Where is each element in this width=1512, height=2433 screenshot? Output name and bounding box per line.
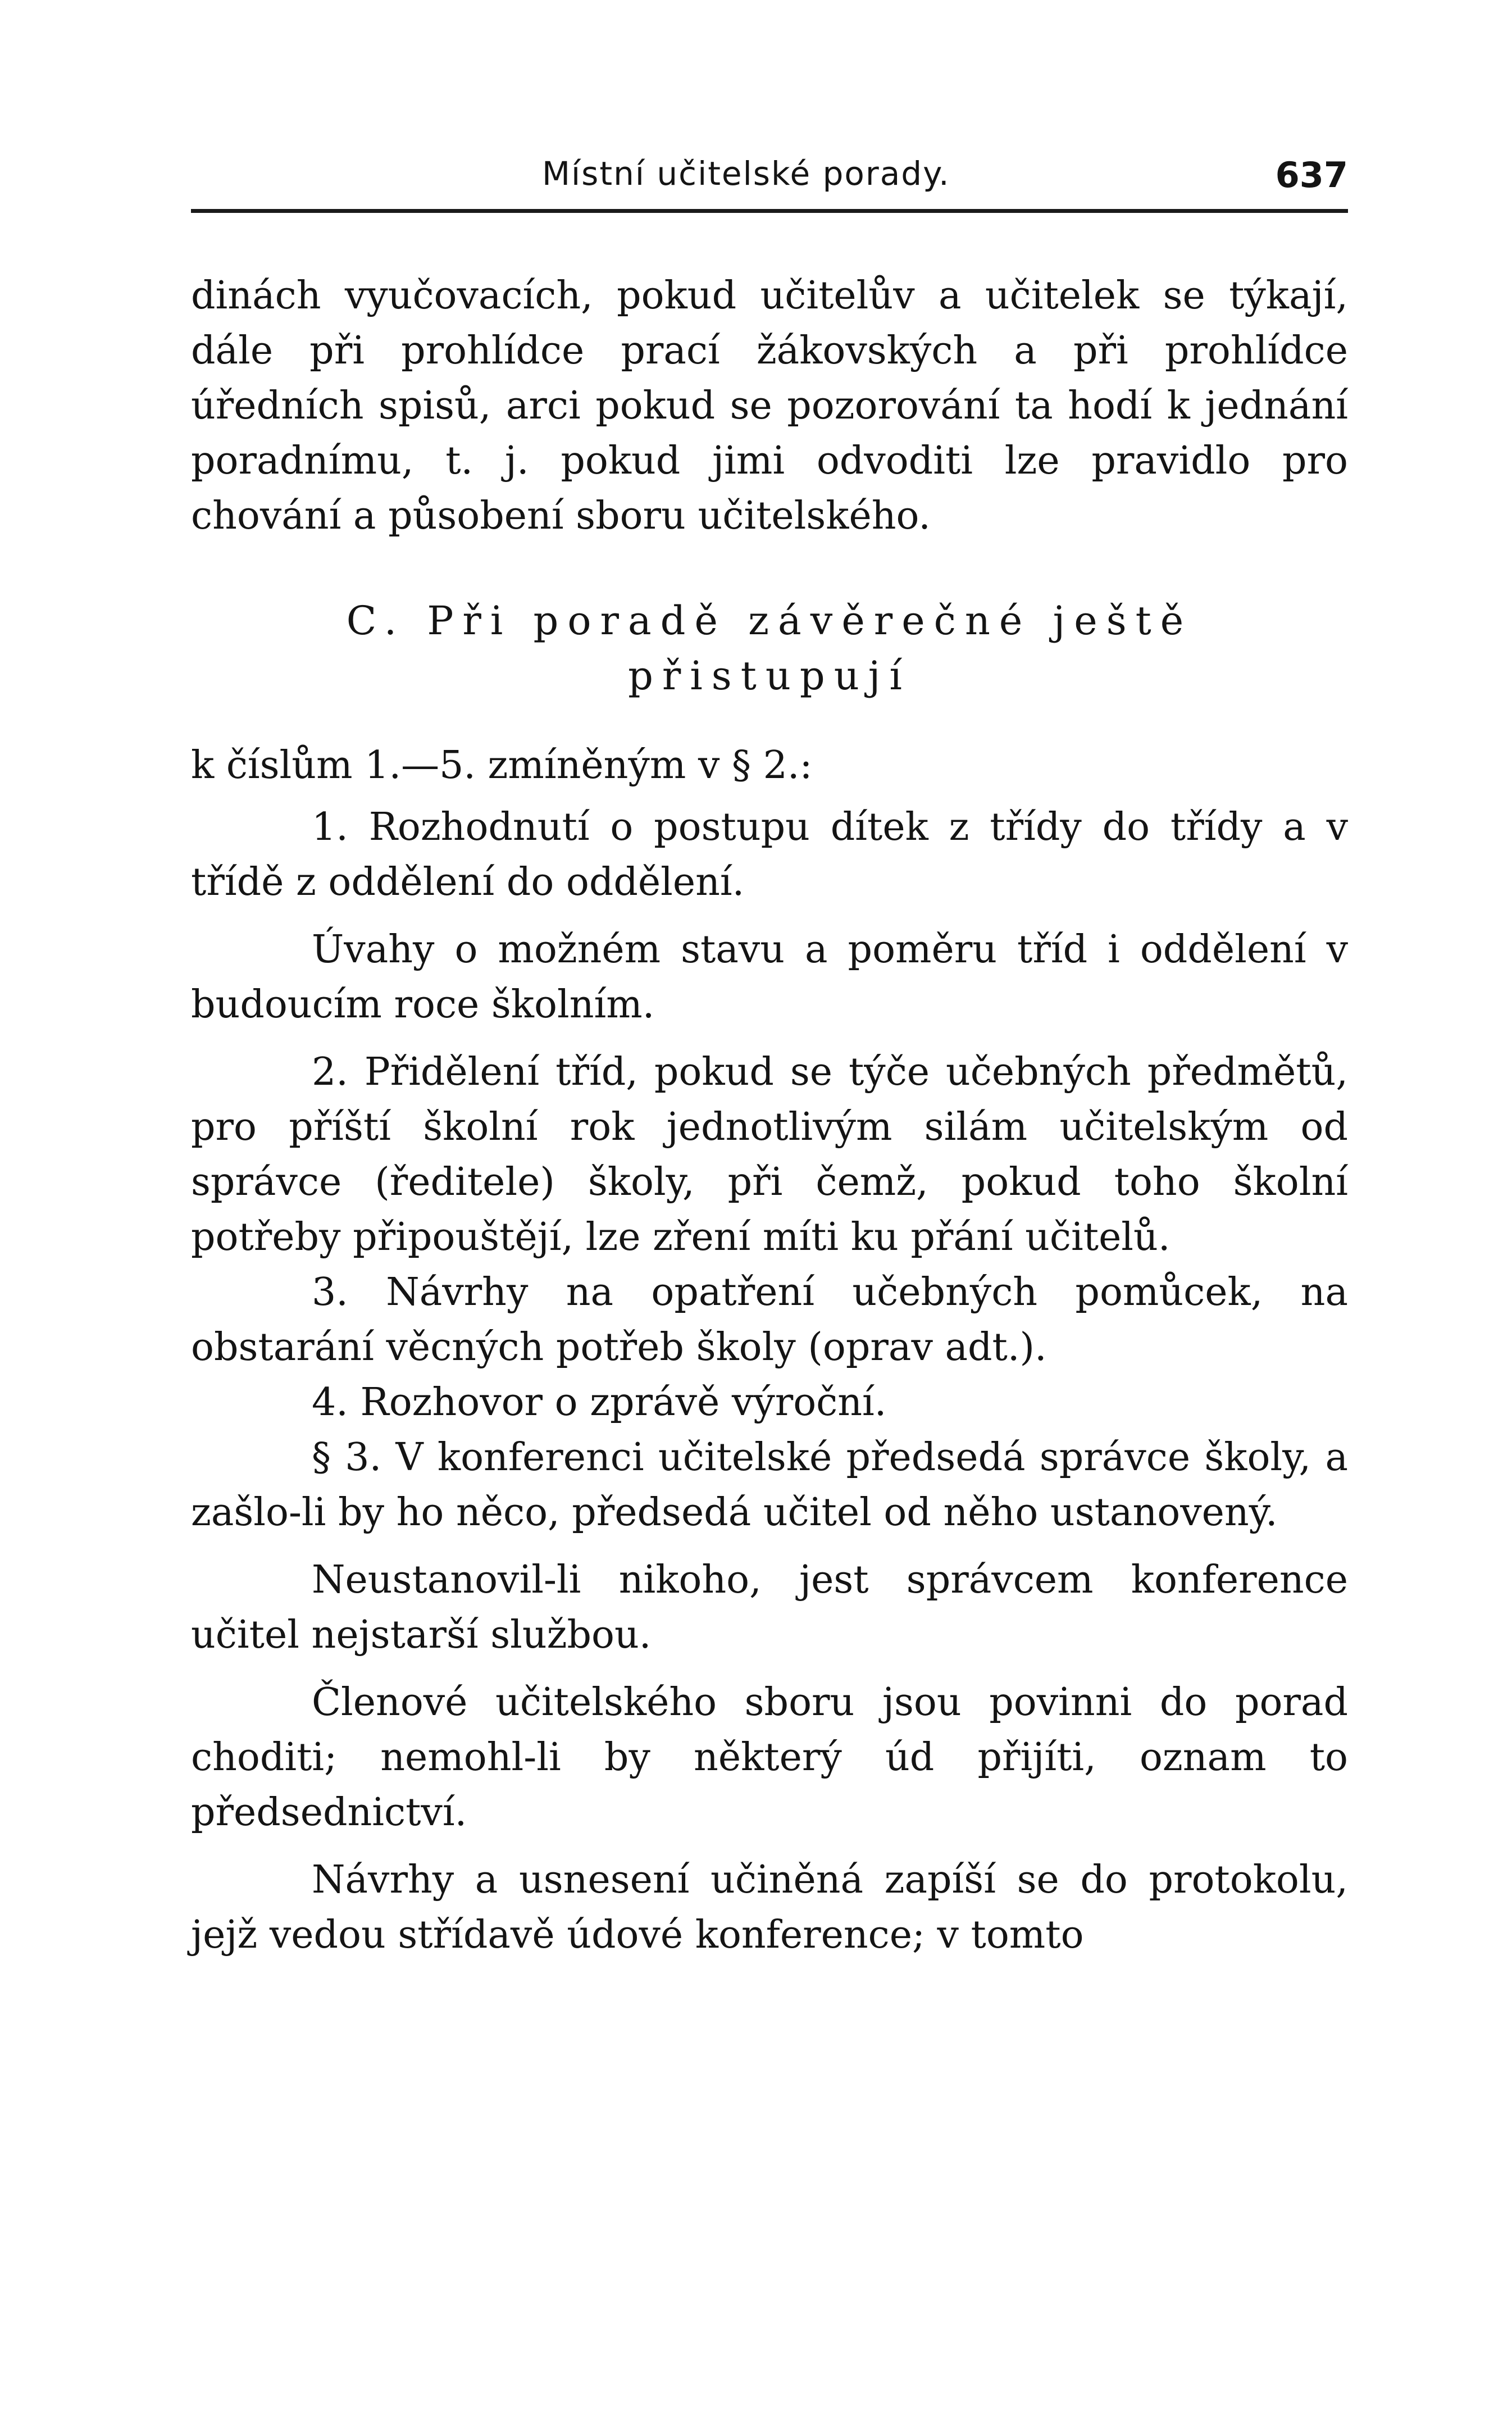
header-rule	[191, 209, 1348, 213]
page-number: 637	[1275, 154, 1348, 195]
section-3-paragraph: § 3. V konferenci učitelské předsedá správce školy, a zašlo-li by ho něco, předsedá učitel od něho ustanovený.	[191, 1435, 1348, 1535]
list-item-1-note: Úvahy o možném stavu a poměru tříd i oddělení v budoucím roce školním.	[191, 927, 1348, 1027]
list-item-1: 1. Rozhodnutí o postupu dítek z třídy do třídy a v třídě z oddělení do oddělení.	[191, 805, 1348, 904]
page-body	[191, 269, 1348, 1963]
section-3-paragraph-2: Neustanovil-li nikoho, jest správcem konference učitel nejstarší službou.	[191, 1558, 1348, 1657]
section-3-paragraph-4: Návrhy a usnesení učiněná zapíší se do protokolu, jejž vedou střídavě údové konference; v tomto	[191, 1858, 1348, 1957]
paragraph-continuation: dinách vyučovacích, pokud učitelův a učitelek se týkají, dále při prohlídce prací žákovských a při prohlídce úředních spisů, arci pokud se pozorování ta hodí k jednání poradnímu, t. j. pokud jimi odvoditi lze pravidlo pro chování a působení sboru učitelského.	[191, 274, 1348, 538]
section-heading-line-2: přistupují	[628, 653, 911, 699]
list-item-3: 3. Návrhy na opatření učebných pomůcek, na obstarání věcných potřeb školy (oprav adt.).	[191, 1270, 1348, 1370]
list-item-4: 4. Rozhovor o zprávě výroční.	[312, 1380, 887, 1425]
running-title: Místní učitelské porady.	[542, 154, 950, 193]
page-header	[191, 149, 1348, 205]
list-item-2: 2. Přidělení tříd, pokud se týče učebných předmětů, pro příští školní rok jednotlivým silám učitelským od správce (ředitele) školy, při čemž, pokud toho školní potřeby připouštějí, lze zření míti ku přání učitelů.	[191, 1050, 1348, 1259]
section-heading-c	[191, 593, 1348, 703]
list-intro: k číslům 1.—5. zmíněným v § 2.:	[191, 743, 813, 788]
section-heading-line-1: C. Při poradě závěrečné ještě	[346, 598, 1193, 644]
section-3-paragraph-3: Členové učitelského sboru jsou povinni do porad choditi; nemohl-li by některý úd přijíti, oznam to předsednictví.	[191, 1680, 1348, 1835]
